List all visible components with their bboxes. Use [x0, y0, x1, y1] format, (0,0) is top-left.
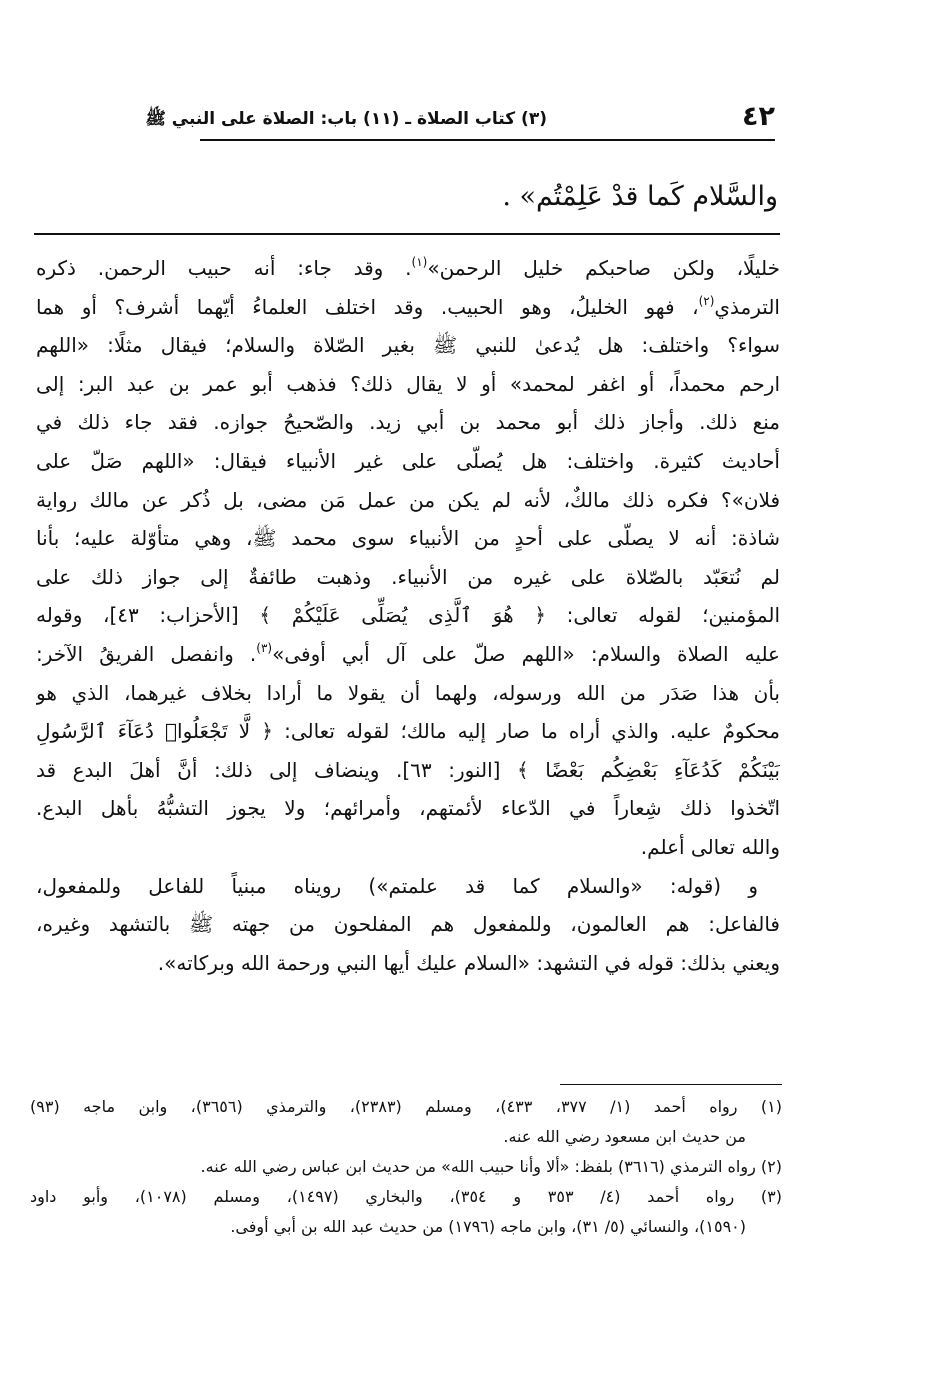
commentary-line: فالفاعل: هم العالمون، وللمفعول هم المفلحون من جهته ﷺ بالتشهد وغيره، [36, 912, 780, 937]
commentary-line: و (قوله: «والسلام كما قد علمتم») رويناه مبنياً للفاعل وللمفعول، [36, 873, 758, 898]
commentary-line: أحاديث كثيرة. واختلف: هل يُصلّى على غير الأنبياء فيقال: «اللهم صَلّ على [36, 448, 780, 473]
footnote-line: من حديث ابن مسعود رضي الله عنه. [503, 1127, 746, 1146]
footnote-ref-2: (٢) [698, 293, 715, 308]
commentary-body [36, 249, 780, 982]
matn-separator-rule [34, 233, 780, 235]
footnote-line: (١) رواه أحمد (١/ ٣٧٧، ٤٣٣)، ومسلم (٢٣٨٣)، والترمذي (٣٦٥٦)، وابن ماجه (٩٣) [30, 1097, 782, 1116]
commentary-line: فلان»؟ فكره ذلك مالكٌ، لأنه لم يكن من عمل مَن مضى، بل ذُكر عن مالك رواية [36, 487, 780, 512]
hadith-text: والسَّلام كَما قدْ عَلِمْتُم» . [502, 181, 778, 212]
page-number: ٤٢ [742, 101, 775, 132]
commentary-line: المؤمنين؛ لقوله تعالى: ﴿ هُوَ ٱلَّذِى يُصَلِّى عَلَيْكُمْ ﴾ [الأحزاب: ٤٣]، وقوله [36, 603, 780, 628]
commentary-line: لم نُتعَبّد بالصّلاة على غيره من الأنبياء. وذهبت طائفةٌ إلى جواز ذلك على [36, 564, 780, 589]
commentary-line: ويعني بذلك: قوله في التشهد: «السلام عليك أيها النبي ورحمة الله وبركاته». [157, 950, 780, 975]
footnotes [30, 1092, 782, 1242]
header-rule [200, 139, 775, 141]
footnote-separator-rule [560, 1084, 782, 1085]
footnote-ref-1: (١) [411, 255, 428, 269]
footnote-line: (٢) رواه الترمذي (٣٦١٦) بلفظ: «ألا وأنا حبيب الله» من حديث ابن عباس رضي الله عنه. [200, 1157, 782, 1176]
commentary-line: بَيْنَكُمْ كَدُعَآءِ بَعْضِكُم بَعْضًا ﴾ [النور: ٦٣]. وينضاف إلى ذلك: أنَّ أهلَ البدع قد [36, 757, 780, 782]
commentary-line: والله تعالى أعلم. [640, 834, 780, 859]
commentary-line: ارحم محمداً، أو اغفر لمحمد» أو لا يقال ذلك؟ فذهب أبو عمر بن عبد البر: إلى [36, 371, 780, 396]
commentary-line: الترمذي$^{(٢)}$، فهو الخليلُ، وهو الحبيب. وقد اختلف العلماءُ أيّهما أشرف؟ أو هما [36, 293, 780, 319]
commentary-line: بأن هذا صَدَر من الله ورسوله، ولهما أن يقولا ما أرادا بخلاف غيرهما، الذي هو [36, 680, 780, 705]
commentary-line: عليه الصلاة والسلام: «اللهم صلّ على آل أبي أوفى»$^{(٣)}$. وانفصل الفريقُ الآخر: [36, 640, 780, 666]
commentary-line: محكومٌ عليه. والذي أراه ما صار إليه مالك؛ لقوله تعالى: ﴿ لَّا تَجْعَلُوا۟ دُعَآءَ ٱلرَّسُولِ [36, 719, 780, 744]
footnote-line: (٣) رواه أحمد (٤/ ٣٥٣ و ٣٥٤)، والبخاري (١٤٩٧)، ومسلم (١٠٧٨)، وأبو داود [30, 1187, 782, 1206]
running-title: (٣) كتاب الصلاة ـ (١١) باب: الصلاة على النبي ﷺ [145, 109, 547, 129]
commentary-line: سواء؟ واختلف: هل يُدعىٰ للنبي ﷺ بغير الصّلاة والسلام؛ فيقال مثلًا: «اللهم [36, 333, 780, 358]
running-header [145, 96, 775, 140]
commentary-line: شاذة: أنه لا يصلّى على أحدٍ من الأنبياء سوى محمد ﷺ، وهي متأوّلة عليه؛ بأنا [36, 526, 780, 551]
commentary-line: خليلًا، ولكن صاحبكم خليل الرحمن»$^{(١)}$. وقد جاء: أنه حبيب الرحمن. ذكره [36, 255, 780, 280]
footnote-line: (١٥٩٠)، والنسائي (٥/ ٣١)، وابن ماجه (١٧٩٦) من حديث عبد الله بن أبي أوفى. [230, 1217, 746, 1236]
commentary-line: منع ذلك. وأجاز ذلك أبو محمد بن أبي زيد. والصّحيحُ جوازه. فقد جاء ذلك في [36, 410, 780, 435]
commentary-line: اتّخذوا ذلك شِعاراً في الدّعاء لأئمتهم، وأمرائهم؛ ولا يجوز التشبُّهُ بأهل البدع. [36, 796, 780, 821]
footnote-ref-3: (٣) [256, 640, 273, 655]
